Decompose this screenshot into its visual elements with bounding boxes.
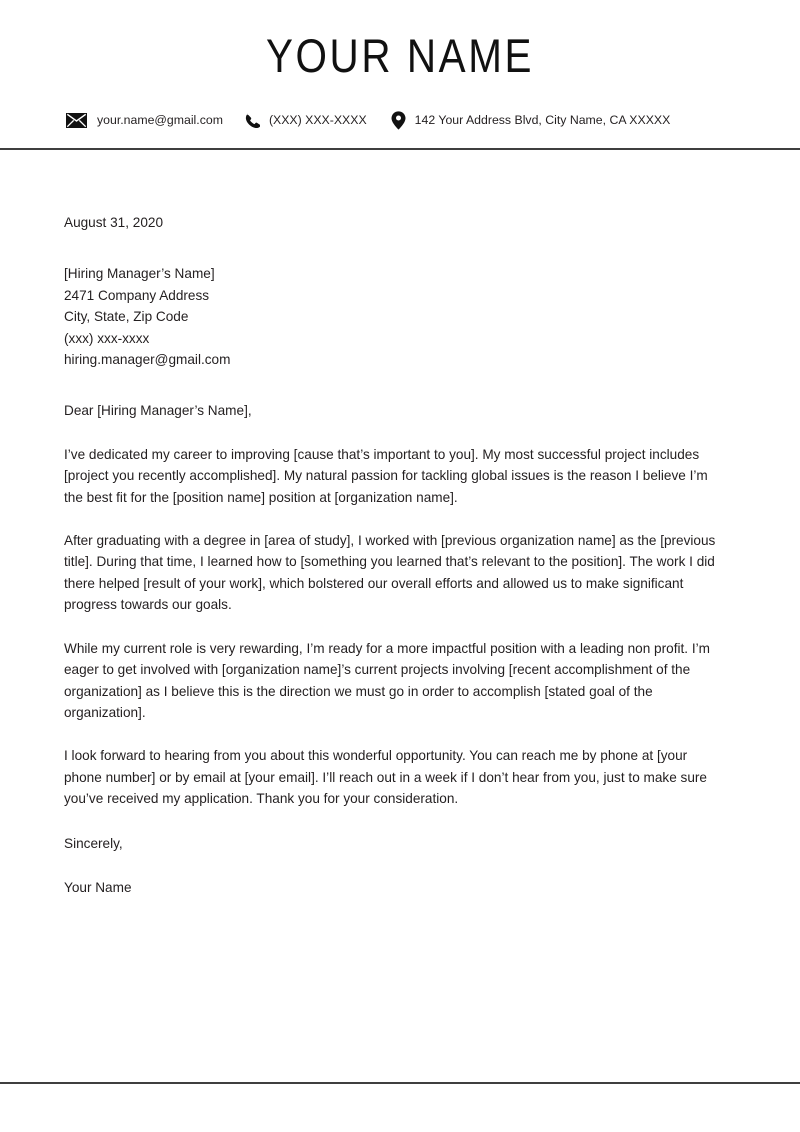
letter-header [0,0,800,150]
contact-email-label: your.name@gmail.com [97,113,223,128]
letter-body [0,150,800,898]
page-title: YOUR NAME [265,29,534,82]
body-paragraph: While my current role is very rewarding, I’m ready for a more impactful position with a leading non profit. I’m eager to get involved with [organization name]’s current projects involving [recent accomplishment of the organization] as I believe this is the direction we must go in order to accomplish [stated goal of the organization]. [64,640,710,720]
recipient-line: hiring.manager@gmail.com [64,352,231,368]
recipient-address-block [64,263,726,370]
body-paragraph: I look forward to hearing from you about this wonderful opportunity. You can reach me by phone at [your phone number] or by email at [your email]. I’ll reach out in a week if I don’t hear from you, just to make sure you’ve received my application. Thank you for your consideration. [64,748,707,807]
signature-name: Your Name [64,879,132,895]
envelope-icon [66,113,87,128]
body-paragraph: After graduating with a degree in [area of study], I worked with [previous organization name] as the [previous title]. During that time, I learned how to [something you learned that’s relevant to the position]. The work I did there helped [result of your work], which bolstered our overall efforts and allowed us to make significant progress towards our goals. [64,533,716,613]
recipient-line: City, State, Zip Code [64,309,189,325]
recipient-line: [Hiring Manager’s Name] [64,266,215,282]
contact-phone-label: (XXX) XXX-XXXX [268,113,367,128]
footer-divider [0,1082,800,1084]
contact-item-address[interactable] [391,111,671,130]
location-pin-icon [391,111,406,130]
salutation: Dear [Hiring Manager’s Name], [64,403,252,419]
recipient-line: 2471 Company Address [64,287,210,303]
body-paragraph: I’ve dedicated my career to improving [cause that’s important to you]. My most successful project includes [project you recently accomplished]. My natural passion for tackling global issues is the reason I believe I’m the best fit for the [position name] position at [organization name]. [64,446,708,505]
phone-icon [245,112,260,129]
contact-item-email[interactable] [66,113,223,128]
recipient-line: (xxx) xxx-xxxx [64,330,150,346]
closing-salutation: Sincerely, [64,835,123,851]
contact-row [0,111,800,130]
contact-item-phone[interactable] [245,112,367,129]
letter-date: August 31, 2020 [64,215,164,230]
contact-address-label: 142 Your Address Blvd, City Name, CA XXXXX [414,113,671,128]
